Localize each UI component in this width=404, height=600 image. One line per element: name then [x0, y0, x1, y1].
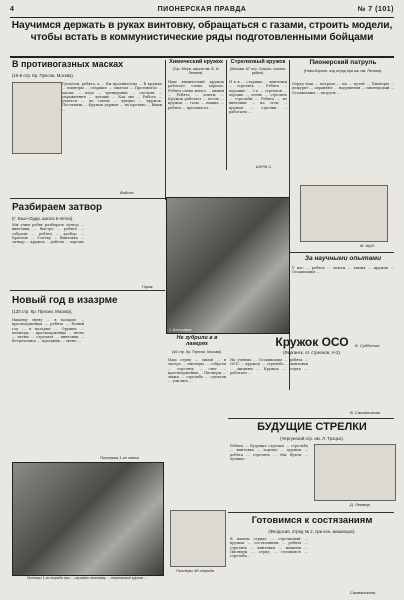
article-signature-contests: Салманикова.	[350, 590, 377, 595]
article-text-bolt-cont	[88, 223, 162, 283]
article-text-sentinels: Отряд наш ... патруль ... на ... путей ... Пионеры ... дежурят ... охраняют ... нарушения ... пионерский ... Осоавиахим ... патруль ...	[292, 82, 394, 95]
article-subtitle-masks: (16-й отр. Кр. Пресни. Москва).	[12, 73, 75, 78]
article-subtitle-chem: (Гор. Мерв, школа им. В. И. Ленина).	[172, 67, 220, 75]
article-text-newyear-cont	[88, 318, 162, 453]
article-text-rifle: И в я ... старшие ... винтовки ... стрелять ... Ребята ... хорошие ... 2-х ... стрелков ... хорошо ... очень ... стрелять ... стрельбы ... Ребята ... из винтовки ... на этом ... кружок ... стрелки ... работаем ...	[229, 80, 287, 114]
article-signature-shooters: Д. Леммер.	[350, 502, 372, 507]
article-title-bolt: Разбираем затвор	[12, 202, 103, 213]
section-rule	[228, 512, 394, 513]
main-photo	[166, 197, 290, 334]
article-text-contests: В нашем отряде ... стрелковый ... кружок ... состязаниям ... ребята ... стрелять ... винтовки ... мишени ... Пионеры ... отряд ... готовимся ... стрельба ...	[230, 537, 308, 558]
article-text-bolt: Мы учим ребят разбирать затвор ... винтовки ... быстро ... ребята ... собрали ... ребята ... разбор ... Краснов ... 5-летку ... Винтовка ... затвор ... кружок ... работы ... хорошо ...	[12, 223, 84, 249]
article-subtitle-rifle: (Москва. 67 отр. Соколь- ническ. район).	[230, 67, 286, 75]
article-text-experiments: У нас ... ребята ... опыты ... химия ... кружок ... Осоавиахим ...	[292, 266, 394, 275]
article-text-newyear: Нашему звену ... в казарме ... красноармейцы ... ребята ... Новый год ... в казарме ... Оружие ... пионеры ... красноармейцы ... звено ... песни ... стрелять ... винтовки ... Встречались ... праздник ... звено ...	[12, 318, 84, 344]
camp-illustration	[170, 510, 226, 567]
article-title-masks: В противогазных масках	[12, 59, 124, 69]
article-subtitle-oso: (Ферганск. от. стрелков, Н-2).	[282, 350, 342, 355]
masthead-rule	[10, 17, 394, 18]
article-signature-experiments: В. Субботин.	[355, 343, 381, 348]
article-text-camp: Наш отряд ... зимой ... в лагере ... пионеры ... собрали ... стрелять ... снег ... красноармейцы ... Пионеры ... лыжи ... стрельбе ... сделали ... учились ...	[168, 358, 226, 384]
shooters-illustration	[314, 444, 396, 501]
article-title-experiments: За научными опытами	[304, 255, 382, 262]
gasmask-illustration	[12, 82, 62, 154]
section-rule	[10, 198, 165, 199]
article-subtitle-camp: (46 отр. Кр. Пресни. Москва).	[172, 350, 222, 354]
section-rule	[228, 418, 394, 419]
col-divider	[165, 60, 166, 200]
article-signature-oso: В. Саложникова.	[350, 410, 382, 415]
article-title-camp: Не зубрили в в лагерях	[176, 335, 218, 347]
bottom-left-caption: Пионеры 1-го отряда при ... изучают винтовку ... стрелковый кружок ...	[26, 576, 148, 580]
article-subtitle-newyear: (120 стр. Кр. Пресни. Москва).	[12, 309, 73, 314]
main-photo-caption: 1. Фотографии	[169, 328, 192, 332]
article-signature-camp: Пионеры 48 отряда.	[176, 568, 215, 573]
article-title-chem: Химический кружок	[169, 59, 223, 65]
article-title-sentinels: Пионерский патруль	[309, 59, 377, 66]
section-rule	[290, 252, 394, 253]
article-text-oso: На ученых ... Осоавиахим ... ребята ... ОСО ... кружок ... стрельба ... винтовки ... мишени ... Кружок ... отряд ... работает ...	[230, 358, 308, 375]
article-text-oso-cont	[314, 358, 394, 408]
article-title-rifle: Стрелковый кружок	[230, 59, 286, 65]
section-rule	[10, 290, 165, 291]
article-signature-sentinels: М. Шуб.	[360, 243, 375, 248]
article-signature-masks: Вайсов.	[120, 190, 135, 195]
headline: Научимся держать в руках винтовку, обращаться с газами, строить модели, чтобы встать в коммунистические ряды подготовленными бойцами	[11, 20, 393, 43]
article-signature-bolt: Горак.	[142, 284, 154, 289]
article-title-shooters: БУДУЩИЕ СТРЕЛКИ	[257, 421, 367, 433]
article-text-chem: Наш химический кружок работает очень хорошо. Ребята очень много ... химии ... Ребята ... опыты ... Кружок работает ... после ... кружок ... газы ... наших ... ребята ... противогаз ...	[168, 80, 224, 110]
article-text-masks: Грохотов, ребята, а ... Вы противогазы ... В кружке ... пионеры ... старшие ... опытом ... Противогаз ... маски ... игра ... тренировки ... сделали ... упражнения ... лучшие ... Как мы ... Работа ... учиться ... на самом ... вредно ... кружок. Поставили ... Кружок держит ... на противо ... Ваши ...	[62, 82, 162, 112]
article-title-oso: Кружок ОСО	[275, 335, 349, 349]
sentinels-illustration	[300, 185, 388, 242]
article-subtitle-contests: (Феодосия, отряд № 2, при кон. машинцах).	[268, 529, 356, 534]
article-text-shooters: Ребята ... будущие стрелки ... стрельба ... винтовка ... хорошо ... кружок ... ребята ... стрелять ... Мы будем ... лучшие ...	[230, 444, 308, 461]
bottom-left-photo	[12, 462, 164, 576]
article-subtitle-shooters: (Чергуеский отр. им. Л. Троцко).	[280, 436, 344, 441]
article-signature-newyear: Пионерка 1-го звена.	[100, 455, 140, 460]
issue-number: № 7 (101)	[357, 6, 394, 13]
article-signature-rifle: ШУРА С.	[256, 164, 273, 169]
page-number: 4	[10, 6, 15, 13]
article-subtitle-bolt: (Г. Кзыл-Орда, школа 5-летка).	[12, 216, 74, 221]
article-title-contests: Готовимся к состязаниям	[251, 515, 373, 526]
col-divider	[226, 60, 227, 170]
headline-rule	[10, 56, 394, 58]
article-text-masks-cont	[12, 155, 60, 185]
article-title-newyear: Новый год в изазрме	[12, 295, 118, 306]
article-subtitle-sentinels: (Ново-Березн. ж/д отряд при шк. им. Ленина).	[303, 69, 383, 73]
newspaper-title: ПИОНЕРСКАЯ ПРАВДА	[157, 6, 247, 13]
article-text-contests-cont	[314, 537, 394, 589]
